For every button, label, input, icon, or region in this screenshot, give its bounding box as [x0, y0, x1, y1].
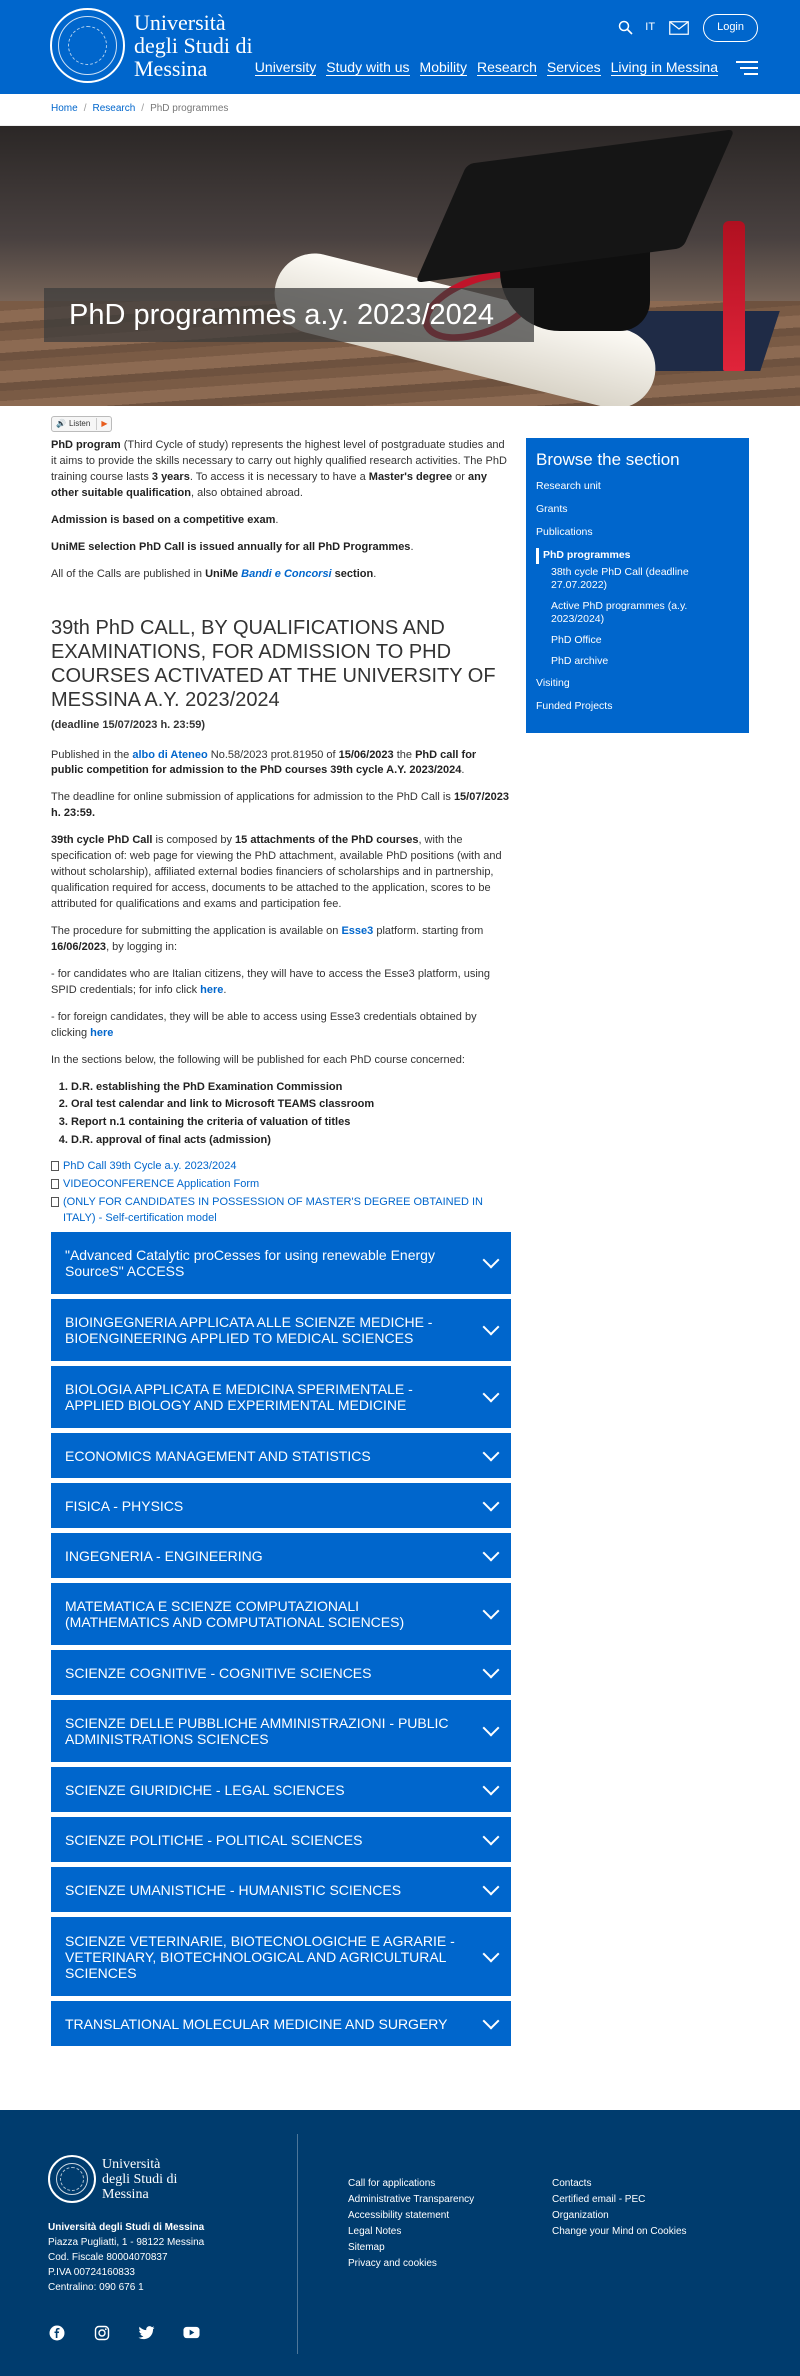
intro-paragraph: PhD program (Third Cycle of study) represents the highest level of postgraduate studies and it aims to provide the skills necessary to carry out highly qualified research activities. The PhD training course lasts 3 years. To access it is necessary to have a Master's degree or any other suitable qualification, also obtained abroad.: [51, 439, 507, 499]
instagram-icon[interactable]: [93, 2324, 110, 2341]
list-item: 2. Oral test calendar and link to Microsoft TEAMS classroom: [71, 1097, 511, 1113]
admission-note: Admission is based on a competitive exam.: [51, 513, 279, 526]
nav-mobility[interactable]: Mobility: [419, 59, 467, 75]
speaker-icon: 🔊: [56, 419, 66, 429]
bandi-concorsi-link[interactable]: Bandi e Concorsi: [241, 567, 332, 580]
accordion-item[interactable]: MATEMATICA E SCIENZE COMPUTAZIONALI (MATHEMATICS AND COMPUTATIONAL SCIENCES): [51, 1583, 511, 1645]
footer-link-call-for-applications[interactable]: Call for applications: [348, 2178, 436, 2189]
accordion-item[interactable]: SCIENZE COGNITIVE - COGNITIVE SCIENCES: [51, 1650, 511, 1695]
document-icon: [51, 1197, 59, 1207]
albo-ateneo-link[interactable]: albo di Ateneo: [132, 748, 208, 761]
footer-link-sitemap[interactable]: Sitemap: [348, 2242, 385, 2253]
accordion-item[interactable]: SCIENZE DELLE PUBBLICHE AMMINISTRAZIONI - PUBLIC ADMINISTRATIONS SCIENCES: [51, 1700, 511, 1762]
accordion-item[interactable]: BIOLOGIA APPLICATA E MEDICINA SPERIMENTALE - APPLIED BIOLOGY AND EXPERIMENTAL MEDICINE: [51, 1366, 511, 1428]
nav-research[interactable]: Research: [477, 59, 537, 75]
footer-link-privacy[interactable]: Privacy and cookies: [348, 2258, 437, 2269]
sidebar-subitem-38th-call[interactable]: 38th cycle PhD Call (deadline 27.07.2022): [551, 565, 689, 591]
social-links: [48, 2324, 200, 2341]
call-heading: 39th PhD CALL, BY QUALIFICATIONS AND EXAMINATIONS, FOR ADMISSION TO PHD COURSES ACTIVATED AT THE UNIVERSITY OF MESSINA A.Y. 2023/2024: [51, 616, 496, 711]
sections-intro: In the sections below, the following will be published for each PhD course concerned:: [51, 1053, 465, 1066]
document-icon: [51, 1179, 59, 1189]
chevron-down-icon: [483, 1494, 500, 1511]
list-item: 3. Report n.1 containing the criteria of valuation of titles: [71, 1115, 511, 1131]
accordion-item[interactable]: ECONOMICS MANAGEMENT AND STATISTICS: [51, 1433, 511, 1478]
chevron-down-icon: [483, 1386, 500, 1403]
publication-paragraph: Published in the albo di Ateneo No.58/2023 prot.81950 of 15/06/2023 the PhD call for public competition for admission to the PhD courses 39th cycle A.Y. 2023/2024.: [51, 748, 477, 777]
nav-services[interactable]: Services: [546, 59, 601, 75]
footer-links-primary: [348, 2176, 474, 2272]
accordion-item[interactable]: SCIENZE VETERINARIE, BIOTECNOLOGICHE E AGRARIE - VETERINARY, BIOTECHNOLOGICAL AND AGRICULTURAL SCIENCES: [51, 1917, 511, 1996]
footer-address: Università degli Studi di Messina Piazza Pugliatti, 1 - 98122 Messina Cod. Fiscale 80004070837 P.IVA 00724160833 Centralino: 090 676 1: [48, 2222, 205, 2293]
esse3-credentials-link[interactable]: here: [90, 1026, 114, 1039]
sidebar-item-phd-programmes[interactable]: PhD programmes: [536, 548, 739, 563]
breadcrumb-research[interactable]: Research: [92, 103, 136, 115]
sidebar-item-visiting[interactable]: Visiting: [536, 676, 570, 689]
chevron-down-icon: [483, 1778, 500, 1795]
site-header: [0, 0, 800, 94]
chevron-down-icon: [483, 1945, 500, 1962]
accordion-item[interactable]: INGEGNERIA - ENGINEERING: [51, 1533, 511, 1578]
search-icon[interactable]: [618, 20, 633, 35]
sidebar-item-research-unit[interactable]: Research unit: [536, 479, 601, 492]
sidebar-subitem-active-programmes[interactable]: Active PhD programmes (a.y. 2023/2024): [551, 599, 688, 625]
site-footer: [0, 2110, 800, 2376]
calls-note: All of the Calls are published in UniMe Bandi e Concorsi section.: [51, 567, 377, 580]
document-icon: [51, 1161, 59, 1171]
italian-candidates-paragraph: - for candidates who are Italian citizens, they will have to access the Esse3 platform, using SPID credentials; for info click here.: [51, 967, 490, 996]
videoconference-form-link[interactable]: VIDEOCONFERENCE Application Form: [51, 1177, 511, 1193]
chevron-down-icon: [483, 2012, 500, 2029]
selection-note: UniME selection PhD Call is issued annually for all PhD Programmes.: [51, 540, 414, 553]
breadcrumb-home[interactable]: Home: [51, 103, 78, 115]
chevron-down-icon: [483, 1252, 500, 1269]
content-area: [0, 406, 800, 2122]
logo-text: Università degli Studi di Messina: [134, 10, 253, 81]
sidebar-title: Browse the section: [536, 450, 680, 469]
call-deadline: (deadline 15/07/2023 h. 23:59): [51, 718, 206, 731]
accordion-item[interactable]: "Advanced Catalytic proCesses for using renewable Energy SourceS" ACCESS: [51, 1232, 511, 1294]
facebook-icon[interactable]: [48, 2324, 65, 2341]
footer-logo[interactable]: Università degli Studi di Messina: [48, 2155, 177, 2203]
self-certification-link[interactable]: (ONLY FOR CANDIDATES IN POSSESSION OF MASTER'S DEGREE OBTAINED IN ITALY) - Self-certification model: [51, 1195, 511, 1227]
accordion-item[interactable]: FISICA - PHYSICS: [51, 1483, 511, 1528]
esse3-link[interactable]: Esse3: [341, 924, 374, 937]
phd-course-accordion: [51, 1232, 511, 2051]
breadcrumb-current: PhD programmes: [150, 103, 229, 115]
phd-call-document-link[interactable]: PhD Call 39th Cycle a.y. 2023/2024: [51, 1159, 511, 1175]
accordion-item[interactable]: SCIENZE POLITICHE - POLITICAL SCIENCES: [51, 1817, 511, 1862]
composition-paragraph: 39th cycle PhD Call is composed by 15 attachments of the PhD courses, with the specification of: web page for viewing the PhD attachment, available PhD positions (with and without scholarship), affiliated external bodies financiers of scholarships and in partnership, qualification required for access, documents to be attached to the application, scores to be attributed for qualifications and exams and participation fee.: [51, 834, 502, 910]
list-item: 4. D.R. approval of final acts (admission): [71, 1133, 511, 1149]
chevron-down-icon: [483, 1444, 500, 1461]
chevron-down-icon: [483, 1661, 500, 1678]
list-item: 1. D.R. establishing the PhD Examination Commission: [71, 1080, 511, 1096]
login-button[interactable]: Login: [703, 14, 758, 42]
menu-icon[interactable]: [736, 61, 758, 75]
university-logo[interactable]: [50, 8, 253, 83]
nav-living-in-messina[interactable]: Living in Messina: [610, 59, 718, 75]
listen-button[interactable]: 🔊 Listen ▶: [51, 416, 112, 432]
chevron-down-icon: [483, 1319, 500, 1336]
language-switch[interactable]: IT: [645, 21, 656, 33]
sidebar-item-grants[interactable]: Grants: [536, 502, 568, 515]
footer-link-contacts[interactable]: Contacts: [552, 2178, 592, 2189]
youtube-icon[interactable]: [183, 2324, 200, 2341]
accordion-item[interactable]: SCIENZE UMANISTICHE - HUMANISTIC SCIENCES: [51, 1867, 511, 1912]
spid-info-link[interactable]: here: [200, 983, 224, 996]
sidebar-item-funded-projects[interactable]: Funded Projects: [536, 699, 613, 712]
sidebar-subitem-phd-office[interactable]: PhD Office: [551, 633, 602, 646]
chevron-down-icon: [483, 1720, 500, 1737]
deadline-paragraph: The deadline for online submission of applications for admission to the PhD Call is 15/07/2023 h. 23:59.: [51, 791, 509, 820]
play-icon: ▶: [96, 418, 107, 430]
footer-link-pec[interactable]: Certified email - PEC: [552, 2194, 646, 2205]
footer-link-administrative-transparency[interactable]: Administrative Transparency: [348, 2194, 475, 2205]
sidebar-subitem-phd-archive[interactable]: PhD archive: [551, 654, 609, 667]
chevron-down-icon: [483, 1544, 500, 1561]
footer-link-accessibility[interactable]: Accessibility statement: [348, 2210, 450, 2221]
procedure-paragraph: The procedure for submitting the application is available on Esse3 platform. starting from 16/06/2023, by logging in:: [51, 924, 484, 953]
twitter-icon[interactable]: [138, 2324, 155, 2341]
mail-icon[interactable]: [669, 21, 689, 35]
main-column: [51, 438, 511, 1229]
breadcrumb: Home / Research / PhD programmes: [0, 94, 800, 126]
nav-study-with-us[interactable]: Study with us: [326, 59, 410, 75]
footer-link-cookies[interactable]: Change your Mind on Cookies: [552, 2226, 687, 2237]
main-navigation: [245, 60, 758, 76]
chevron-down-icon: [483, 1828, 500, 1845]
sidebar-item-publications[interactable]: Publications: [536, 526, 593, 539]
accordion-item[interactable]: BIOINGEGNERIA APPLICATA ALLE SCIENZE MEDICHE - BIOENGINEERING APPLIED TO MEDICAL SCIENCES: [51, 1299, 511, 1361]
footer-link-legal-notes[interactable]: Legal Notes: [348, 2226, 402, 2237]
page-title: PhD programmes a.y. 2023/2024: [44, 288, 534, 342]
accordion-item[interactable]: SCIENZE GIURIDICHE - LEGAL SCIENCES: [51, 1767, 511, 1812]
footer-link-organization[interactable]: Organization: [552, 2210, 609, 2221]
nav-university[interactable]: University: [254, 59, 317, 75]
university-seal-icon: [50, 8, 125, 83]
chevron-down-icon: [483, 1878, 500, 1895]
foreign-candidates-paragraph: - for foreign candidates, they will be able to access using Esse3 credentials obtained by clicking here: [51, 1010, 477, 1039]
chevron-down-icon: [483, 1603, 500, 1620]
graduation-cap-image: [415, 129, 735, 283]
sidebar: [526, 438, 749, 733]
hero-banner: [0, 126, 800, 406]
university-seal-icon: [48, 2155, 96, 2203]
publication-list: [71, 1080, 511, 1150]
header-utilities: [618, 14, 758, 42]
accordion-item[interactable]: TRANSLATIONAL MOLECULAR MEDICINE AND SURGERY: [51, 2001, 511, 2046]
footer-links-secondary: [552, 2176, 687, 2240]
